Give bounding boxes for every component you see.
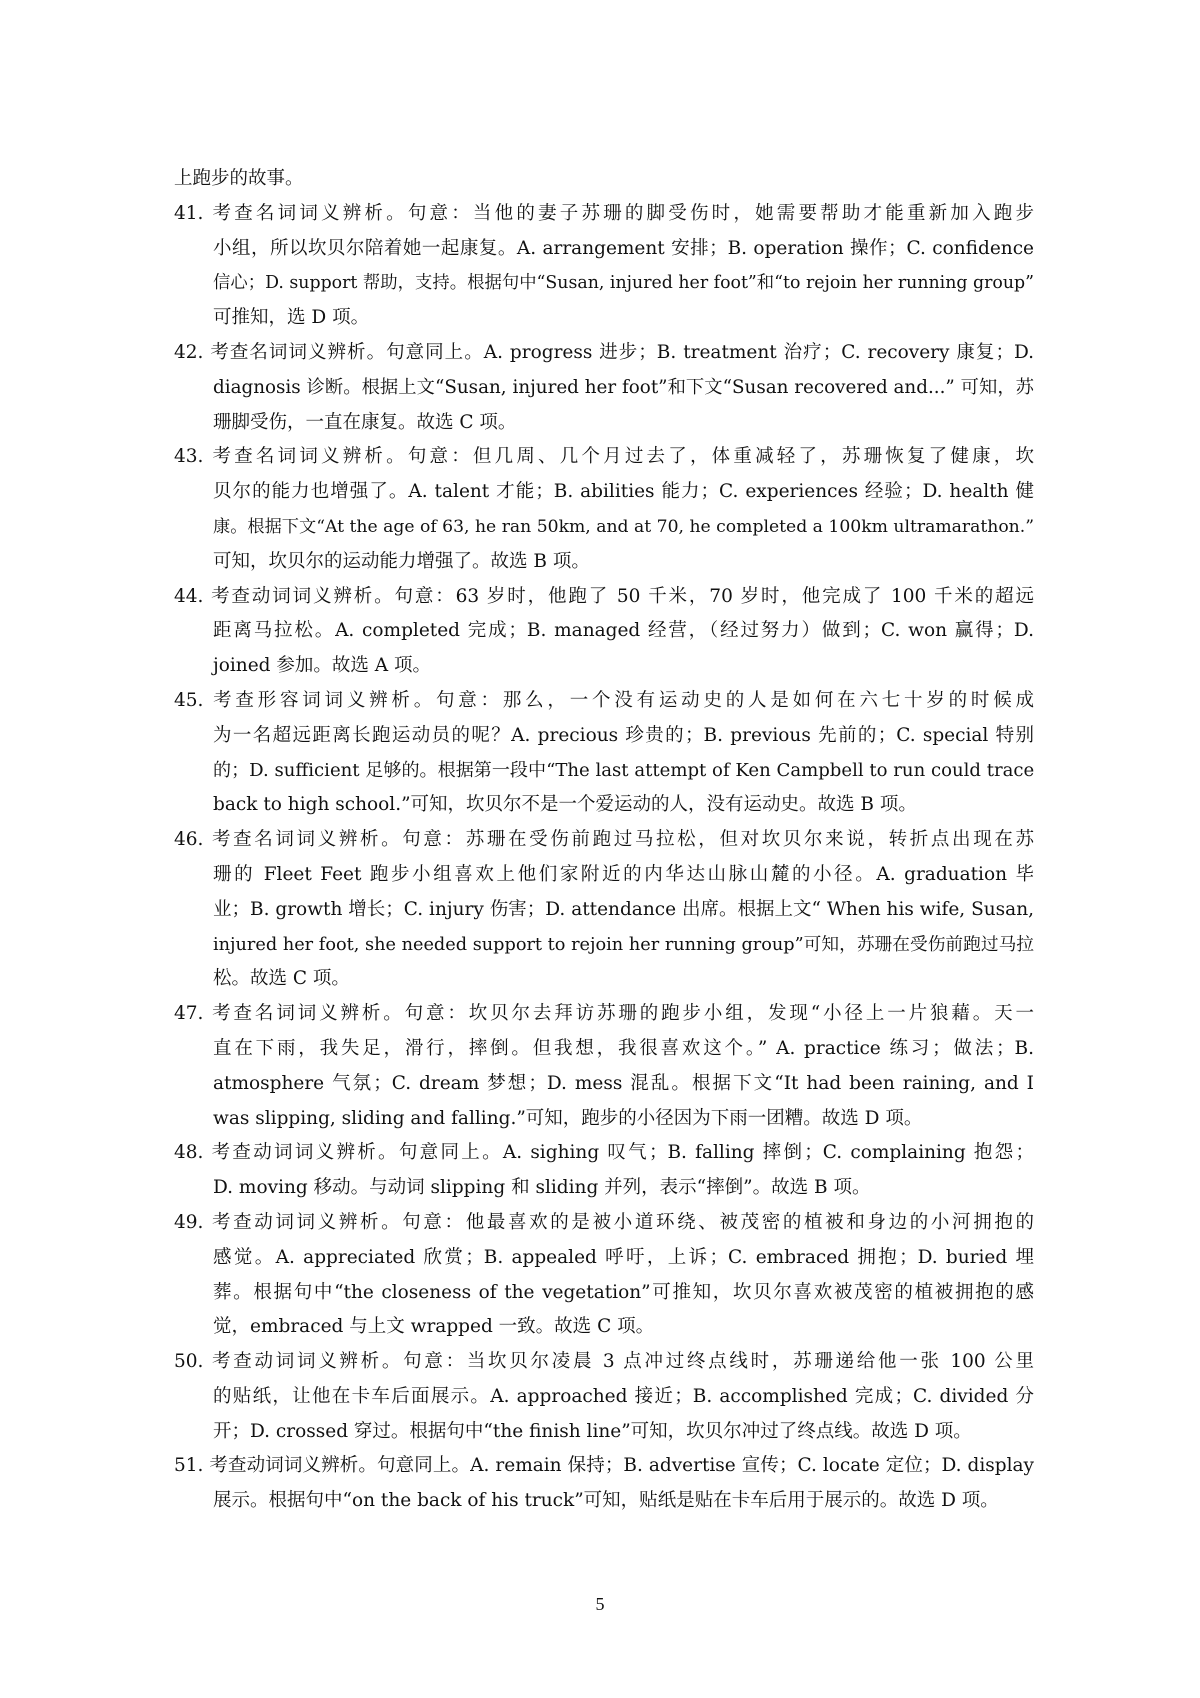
lead-line: 上跑步的故事。	[174, 168, 304, 189]
explanation-line: joined 参加。故选 A 项。	[213, 655, 431, 677]
explanation-line: diagnosis 诊断。根据上文“Susan, injured her foot”和下文“Susan recovered and...” 可知，苏	[213, 376, 1034, 398]
explanation-line: 业；B. growth 增长；C. injury 伤害；D. attendance 出席。根据上文“ When his wife, Susan,	[213, 898, 1034, 920]
explanation-line: 为一名超远距离长跑运动员的呢？A. precious 珍贵的；B. previous 先前的；C. special 特别	[213, 724, 1034, 746]
explanation-line: 43. 考查名词词义辨析。句意：但几周、几个月过去了，体重减轻了，苏珊恢复了健康，坎	[174, 446, 1034, 468]
explanation-line: 可推知，选 D 项。	[213, 307, 370, 329]
explanation-item	[174, 580, 1034, 684]
explanation-line: 51. 考查动词词义辨析。句意同上。A. remain 保持；B. advertise 宣传；C. locate 定位；D. display	[174, 1455, 1034, 1477]
explanation-item	[174, 1136, 1034, 1206]
explanation-item	[174, 197, 1034, 336]
explanation-line: 珊脚受伤，一直在康复。故选 C 项。	[213, 411, 517, 433]
explanation-line: 康。根据下文“At the age of 63, he ran 50km, and at 70, he completed a 100km ultramarathon.”	[213, 516, 1034, 537]
explanation-line: 贝尔的能力也增强了。A. talent 才能；B. abilities 能力；C. experiences 经验；D. health 健	[213, 481, 1034, 503]
explanation-line: 信心；D. support 帮助，支持。根据句中“Susan, injured her foot”和“to rejoin her running group”	[213, 273, 1034, 294]
explanation-line: 可知，坎贝尔的运动能力增强了。故选 B 项。	[213, 550, 590, 572]
explanation-line: 珊的 Fleet Feet 跑步小组喜欢上他们家附近的内华达山脉山麓的小径。A. graduation 毕	[213, 863, 1034, 885]
explanation-line: 44. 考查动词词义辨析。句意：63 岁时，他跑了 50 千米，70 岁时，他完成了 100 千米的超远	[174, 585, 1034, 607]
explanation-line: 45. 考查形容词词义辨析。句意：那么，一个没有运动史的人是如何在六七十岁的时候成	[174, 689, 1034, 711]
answer-explanations	[174, 162, 1034, 1519]
explanation-list	[174, 197, 1034, 1519]
explanation-line: 展示。根据句中“on the back of his truck”可知，贴纸是贴在卡车后用于展示的。故选 D 项。	[213, 1490, 999, 1512]
explanation-item	[174, 336, 1034, 440]
explanation-line: 42. 考查名词词义辨析。句意同上。A. progress 进步；B. treatment 治疗；C. recovery 康复；D.	[174, 341, 1034, 363]
explanation-item	[174, 823, 1034, 997]
explanation-line: 觉，embraced 与上文 wrapped 一致。故选 C 项。	[213, 1316, 655, 1338]
explanation-line: 距离马拉松。A. completed 完成；B. managed 经营，（经过努力）做到；C. won 赢得；D.	[213, 620, 1034, 642]
explanation-item	[174, 1449, 1034, 1519]
explanation-line: 葬。根据句中“the closeness of the vegetation”可推知，坎贝尔喜欢被茂密的植被拥抱的感	[213, 1281, 1034, 1303]
explanation-line: 46. 考查名词词义辨析。句意：苏珊在受伤前跑过马拉松，但对坎贝尔来说，转折点出现在苏	[174, 829, 1034, 851]
explanation-item	[174, 1206, 1034, 1345]
explanation-line: atmosphere 气氛；C. dream 梦想；D. mess 混乱。根据下文“It had been raining, and I	[213, 1072, 1034, 1094]
explanation-line: was slipping, sliding and falling.”可知，跑步的小径因为下雨一团糟。故选 D 项。	[213, 1107, 923, 1129]
explanation-line: 49. 考查动词词义辨析。句意：他最喜欢的是被小道环绕、被茂密的植被和身边的小河拥抱的	[174, 1211, 1034, 1233]
explanation-line: 小组，所以坎贝尔陪着她一起康复。A. arrangement 安排；B. operation 操作；C. confidence	[213, 237, 1034, 259]
explanation-line: 的；D. sufficient 足够的。根据第一段中“The last attempt of Ken Campbell to run could trace	[213, 759, 1035, 781]
explanation-item	[174, 1345, 1034, 1449]
explanation-line: back to high school.”可知，坎贝尔不是一个爱运动的人，没有运动史。故选 B 项。	[213, 794, 917, 816]
explanation-line: injured her foot, she needed support to rejoin her running group”可知，苏珊在受伤前跑过马拉	[213, 934, 1034, 955]
explanation-line: 50. 考查动词词义辨析。句意：当坎贝尔凌晨 3 点冲过终点线时，苏珊递给他一张 100 公里	[174, 1351, 1034, 1373]
explanation-line: 47. 考查名词词义辨析。句意：坎贝尔去拜访苏珊的跑步小组，发现“小径上一片狼藉。天一	[174, 1003, 1034, 1025]
explanation-line: 开；D. crossed 穿过。根据句中“the finish line”可知，坎贝尔冲过了终点线。故选 D 项。	[213, 1420, 972, 1442]
explanation-item	[174, 684, 1034, 823]
explanation-line: 48. 考查动词词义辨析。句意同上。A. sighing 叹气；B. falling 摔倒；C. complaining 抱怨；	[174, 1142, 1034, 1164]
explanation-line: 直在下雨，我失足，滑行，摔倒。但我想，我很喜欢这个。” A. practice 练习；做法；B.	[213, 1037, 1034, 1059]
page-number: 5	[595, 1594, 605, 1614]
explanation-item	[174, 997, 1034, 1136]
explanation-line: 感觉。A. appreciated 欣赏；B. appealed 呼吁，上诉；C. embraced 拥抱；D. buried 埋	[213, 1246, 1034, 1268]
explanation-line: 的贴纸，让他在卡车后面展示。A. approached 接近；B. accomplished 完成；C. divided 分	[213, 1385, 1034, 1407]
explanation-item	[174, 440, 1034, 579]
explanation-line: 松。故选 C 项。	[213, 968, 350, 990]
explanation-line: D. moving 移动。与动词 slipping 和 sliding 并列，表示“摔倒”。故选 B 项。	[213, 1177, 871, 1199]
explanation-line: 41. 考查名词词义辨析。句意：当他的妻子苏珊的脚受伤时，她需要帮助才能重新加入跑步	[174, 202, 1034, 224]
